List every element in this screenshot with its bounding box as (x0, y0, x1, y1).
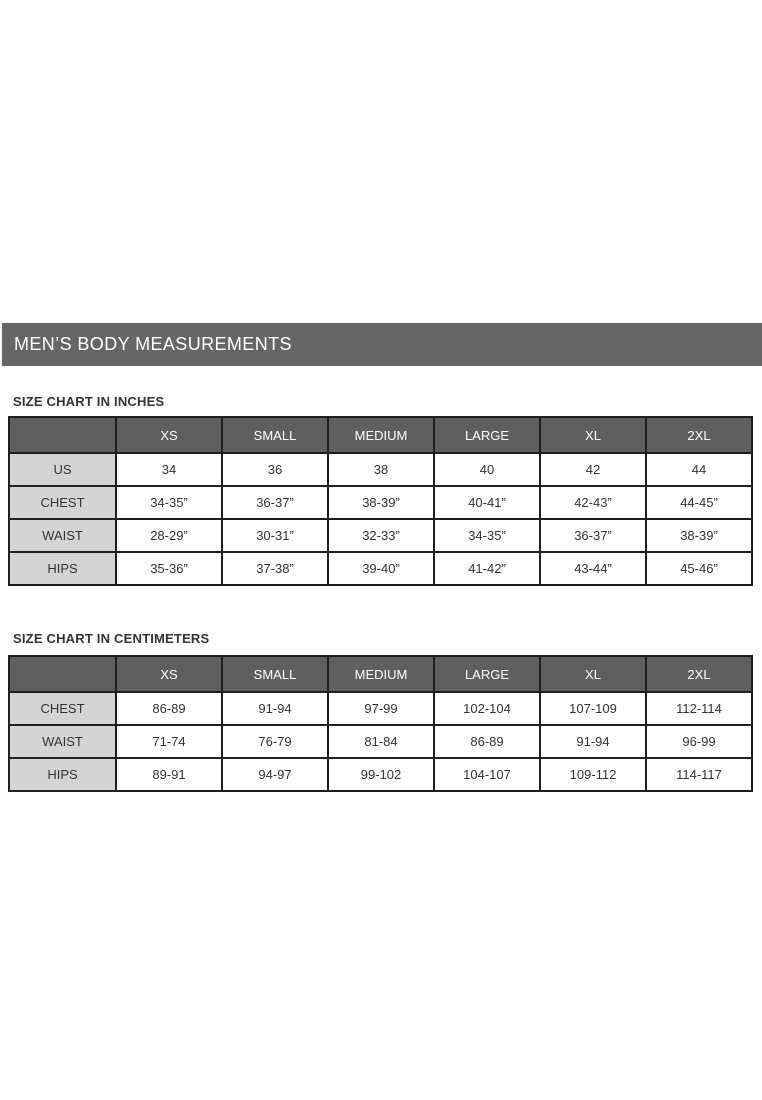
size-cell: 40 (434, 453, 540, 486)
size-cell: 109-112 (540, 758, 646, 791)
column-header-small: SMALL (222, 656, 328, 692)
column-header-2xl: 2XL (646, 656, 752, 692)
column-header-xs: XS (116, 656, 222, 692)
size-cell: 34-35” (434, 519, 540, 552)
size-cell: 94-97 (222, 758, 328, 791)
table-row-hips (9, 552, 752, 585)
size-cell: 36-37” (222, 486, 328, 519)
size-cell: 32-33” (328, 519, 434, 552)
column-header-medium: MEDIUM (328, 417, 434, 453)
size-cell: 44-45” (646, 486, 752, 519)
size-cell: 97-99 (328, 692, 434, 725)
size-cell: 34 (116, 453, 222, 486)
table-row-chest (9, 692, 752, 725)
table-row-hips (9, 758, 752, 791)
size-cell: 43-44” (540, 552, 646, 585)
centimeters-size-table (8, 655, 753, 792)
table-header-row (9, 417, 752, 453)
inches-size-table (8, 416, 753, 586)
table-row-us (9, 453, 752, 486)
column-header (9, 417, 116, 453)
size-cell: 42 (540, 453, 646, 486)
size-cell: 30-31” (222, 519, 328, 552)
size-cell: 86-89 (116, 692, 222, 725)
page-title: MEN’S BODY MEASUREMENTS (14, 334, 292, 354)
size-cell: 76-79 (222, 725, 328, 758)
size-cell: 107-109 (540, 692, 646, 725)
size-cell: 102-104 (434, 692, 540, 725)
row-label: US (9, 453, 116, 486)
size-cell: 112-114 (646, 692, 752, 725)
size-cell: 38-39” (646, 519, 752, 552)
size-cell: 41-42” (434, 552, 540, 585)
size-cell: 114-117 (646, 758, 752, 791)
size-cell: 37-38” (222, 552, 328, 585)
table-row-waist (9, 519, 752, 552)
column-header-xl: XL (540, 417, 646, 453)
size-cell: 71-74 (116, 725, 222, 758)
column-header-xl: XL (540, 656, 646, 692)
size-cell: 40-41” (434, 486, 540, 519)
table-row-waist (9, 725, 752, 758)
size-cell: 44 (646, 453, 752, 486)
column-header-small: SMALL (222, 417, 328, 453)
size-cell: 104-107 (434, 758, 540, 791)
column-header-2xl: 2XL (646, 417, 752, 453)
table-header-row (9, 656, 752, 692)
title-bar (2, 323, 762, 366)
size-cell: 28-29” (116, 519, 222, 552)
size-cell: 39-40” (328, 552, 434, 585)
size-cell: 91-94 (540, 725, 646, 758)
table-row-chest (9, 486, 752, 519)
size-cell: 91-94 (222, 692, 328, 725)
size-cell: 36 (222, 453, 328, 486)
inches-section-heading: SIZE CHART IN INCHES (13, 394, 165, 409)
size-cell: 42-43” (540, 486, 646, 519)
column-header-xs: XS (116, 417, 222, 453)
centimeters-section-heading: SIZE CHART IN CENTIMETERS (13, 631, 210, 646)
column-header-large: LARGE (434, 417, 540, 453)
row-label: HIPS (9, 552, 116, 585)
size-cell: 89-91 (116, 758, 222, 791)
column-header-medium: MEDIUM (328, 656, 434, 692)
column-header (9, 656, 116, 692)
size-cell: 34-35” (116, 486, 222, 519)
size-cell: 38-39” (328, 486, 434, 519)
size-cell: 86-89 (434, 725, 540, 758)
size-cell: 99-102 (328, 758, 434, 791)
size-cell: 35-36” (116, 552, 222, 585)
size-cell: 45-46” (646, 552, 752, 585)
row-label: CHEST (9, 486, 116, 519)
row-label: WAIST (9, 519, 116, 552)
row-label: CHEST (9, 692, 116, 725)
row-label: WAIST (9, 725, 116, 758)
size-cell: 81-84 (328, 725, 434, 758)
column-header-large: LARGE (434, 656, 540, 692)
size-cell: 36-37” (540, 519, 646, 552)
size-cell: 38 (328, 453, 434, 486)
row-label: HIPS (9, 758, 116, 791)
size-cell: 96-99 (646, 725, 752, 758)
